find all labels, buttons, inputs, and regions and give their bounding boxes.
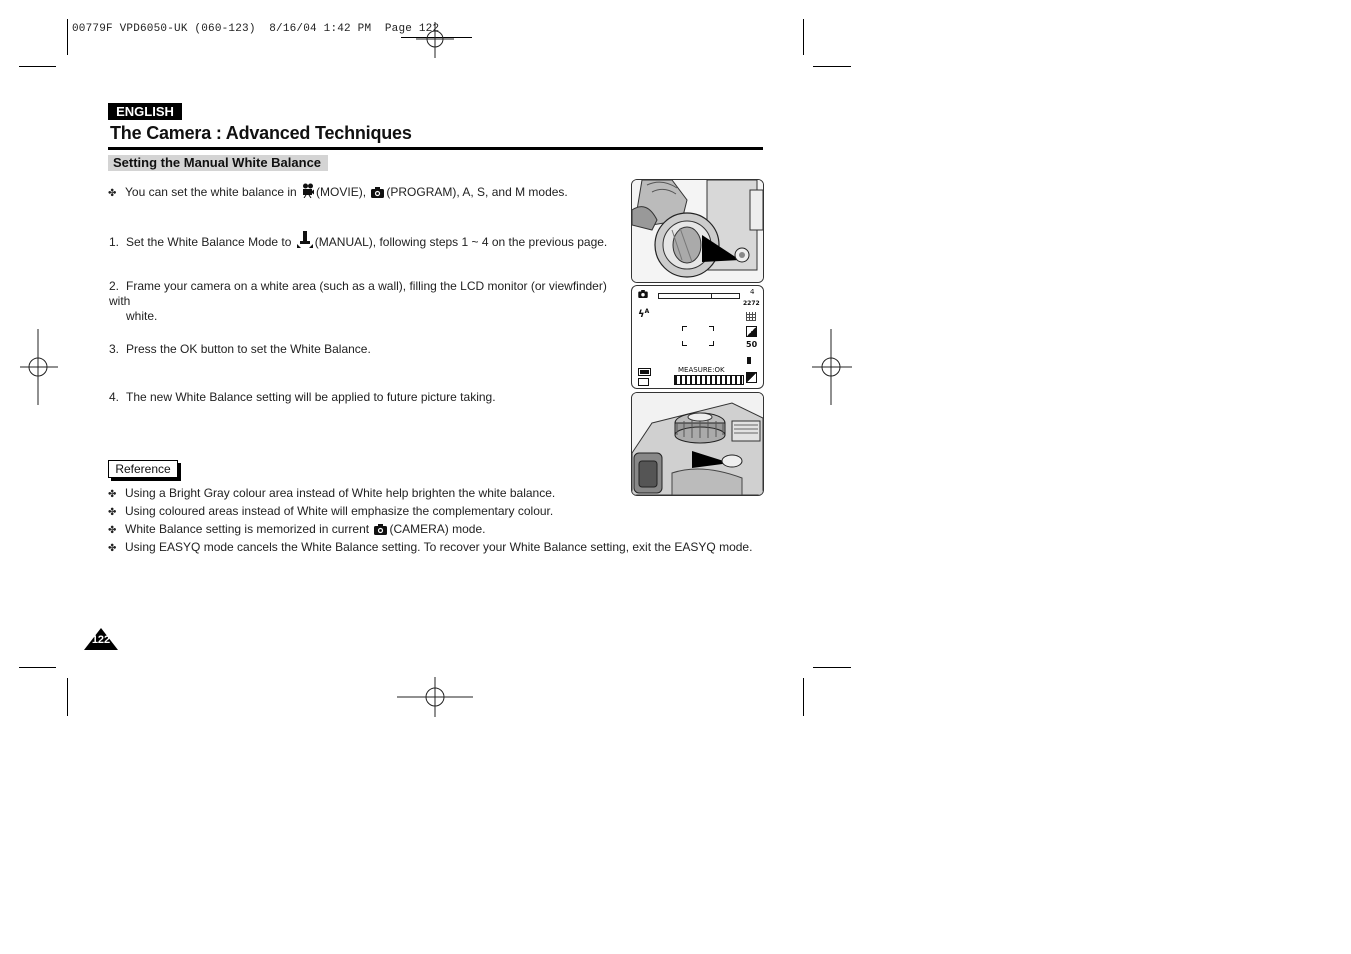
step-text: Frame your camera on a white area (such as a wall), filling the LCD monitor (or viewfinder) with: [109, 279, 607, 308]
diamond-bullet-icon: ✤: [108, 525, 117, 536]
crop-mark: [19, 667, 56, 668]
program-mode-text: (PROGRAM), A, S, and M modes.: [386, 185, 568, 199]
step-text: white.: [126, 309, 158, 323]
crop-mark: [803, 678, 804, 716]
exposure-icon: [746, 372, 757, 383]
reference-label: Reference: [108, 460, 178, 478]
shot-count: 4: [750, 288, 755, 296]
section-title: Setting the Manual White Balance: [108, 155, 328, 171]
title-rule: [108, 147, 763, 150]
zoom-bar: [658, 293, 740, 299]
diamond-bullet-icon: ✤: [108, 188, 117, 199]
step-text: (MANUAL), following steps 1 ~ 4 on the previous page.: [314, 235, 608, 249]
crop-mark: [813, 667, 851, 668]
sharpness-icon: [746, 326, 757, 337]
step-text: The new White Balance setting will be applied to future picture taking.: [126, 390, 496, 404]
list-item: [108, 503, 788, 521]
registration-mark: [20, 329, 58, 405]
flash-auto-icon: $ϟ^A$: [638, 308, 650, 320]
step-number: 2.: [109, 279, 120, 293]
manual-white-balance-icon: [747, 357, 751, 364]
quality-icon: [746, 312, 756, 321]
card-icon: [638, 378, 649, 386]
battery-icon: [638, 368, 651, 376]
camera-icon: [374, 524, 387, 535]
diamond-bullet-icon: ✤: [108, 543, 117, 554]
step-2: [109, 279, 619, 324]
movie-mode-text: (MOVIE),: [316, 185, 367, 199]
crop-mark: [67, 19, 68, 55]
registration-mark: [397, 677, 473, 717]
camera-side-illustration: [631, 179, 764, 283]
step-number: 1.: [109, 235, 120, 249]
crop-mark: [19, 66, 56, 67]
resolution-indicator: 2272: [743, 300, 760, 307]
measure-prompt: MEASURE:OK: [678, 366, 725, 374]
white-balance-menu-bar: [674, 375, 744, 385]
step-1: [109, 231, 619, 250]
diamond-bullet-icon: ✤: [108, 489, 117, 500]
page-number: 122: [91, 634, 111, 646]
print-header: 00779F VPD6050-UK (060-123) 8/16/04 1:42 PM Page 122: [72, 23, 440, 35]
camera-icon: [371, 187, 384, 198]
crop-mark: [813, 66, 851, 67]
step-4: [109, 390, 619, 405]
note-text: Using coloured areas instead of White will emphasize the complementary colour.: [125, 504, 554, 518]
page-title: The Camera : Advanced Techniques: [110, 123, 412, 143]
manual-white-balance-icon: [297, 231, 313, 248]
note-text: Using a Bright Gray colour area instead of White help brighten the white balance.: [125, 486, 556, 500]
crop-mark: [803, 19, 804, 55]
step-number: 4.: [109, 390, 120, 404]
step-3: [109, 342, 619, 357]
movie-camera-icon: [302, 183, 314, 198]
focus-bracket: [682, 326, 714, 346]
camera-icon: [638, 290, 648, 298]
iso-indicator: 50: [746, 340, 758, 349]
camera-top-illustration: [631, 392, 764, 496]
diamond-bullet-icon: ✤: [108, 507, 117, 518]
language-badge: ENGLISH: [108, 103, 182, 120]
note-text: Using EASYQ mode cancels the White Balance setting. To recover your White Balance setting, exit the EASYQ mode.: [125, 540, 753, 554]
intro-bullet: [108, 183, 608, 201]
note-text: White Balance setting is memorized in current: [125, 522, 370, 536]
step-text: Set the White Balance Mode to: [126, 235, 292, 249]
step-number: 3.: [109, 342, 120, 356]
note-text: (CAMERA) mode.: [389, 522, 486, 536]
registration-mark: [416, 22, 454, 58]
list-item: [108, 539, 788, 557]
lcd-screen-illustration: [631, 285, 764, 389]
intro-text: You can set the white balance in: [125, 185, 297, 199]
list-item: [108, 521, 788, 539]
step-text: Press the OK button to set the White Balance.: [126, 342, 371, 356]
registration-mark: [812, 329, 852, 405]
crop-mark: [67, 678, 68, 716]
